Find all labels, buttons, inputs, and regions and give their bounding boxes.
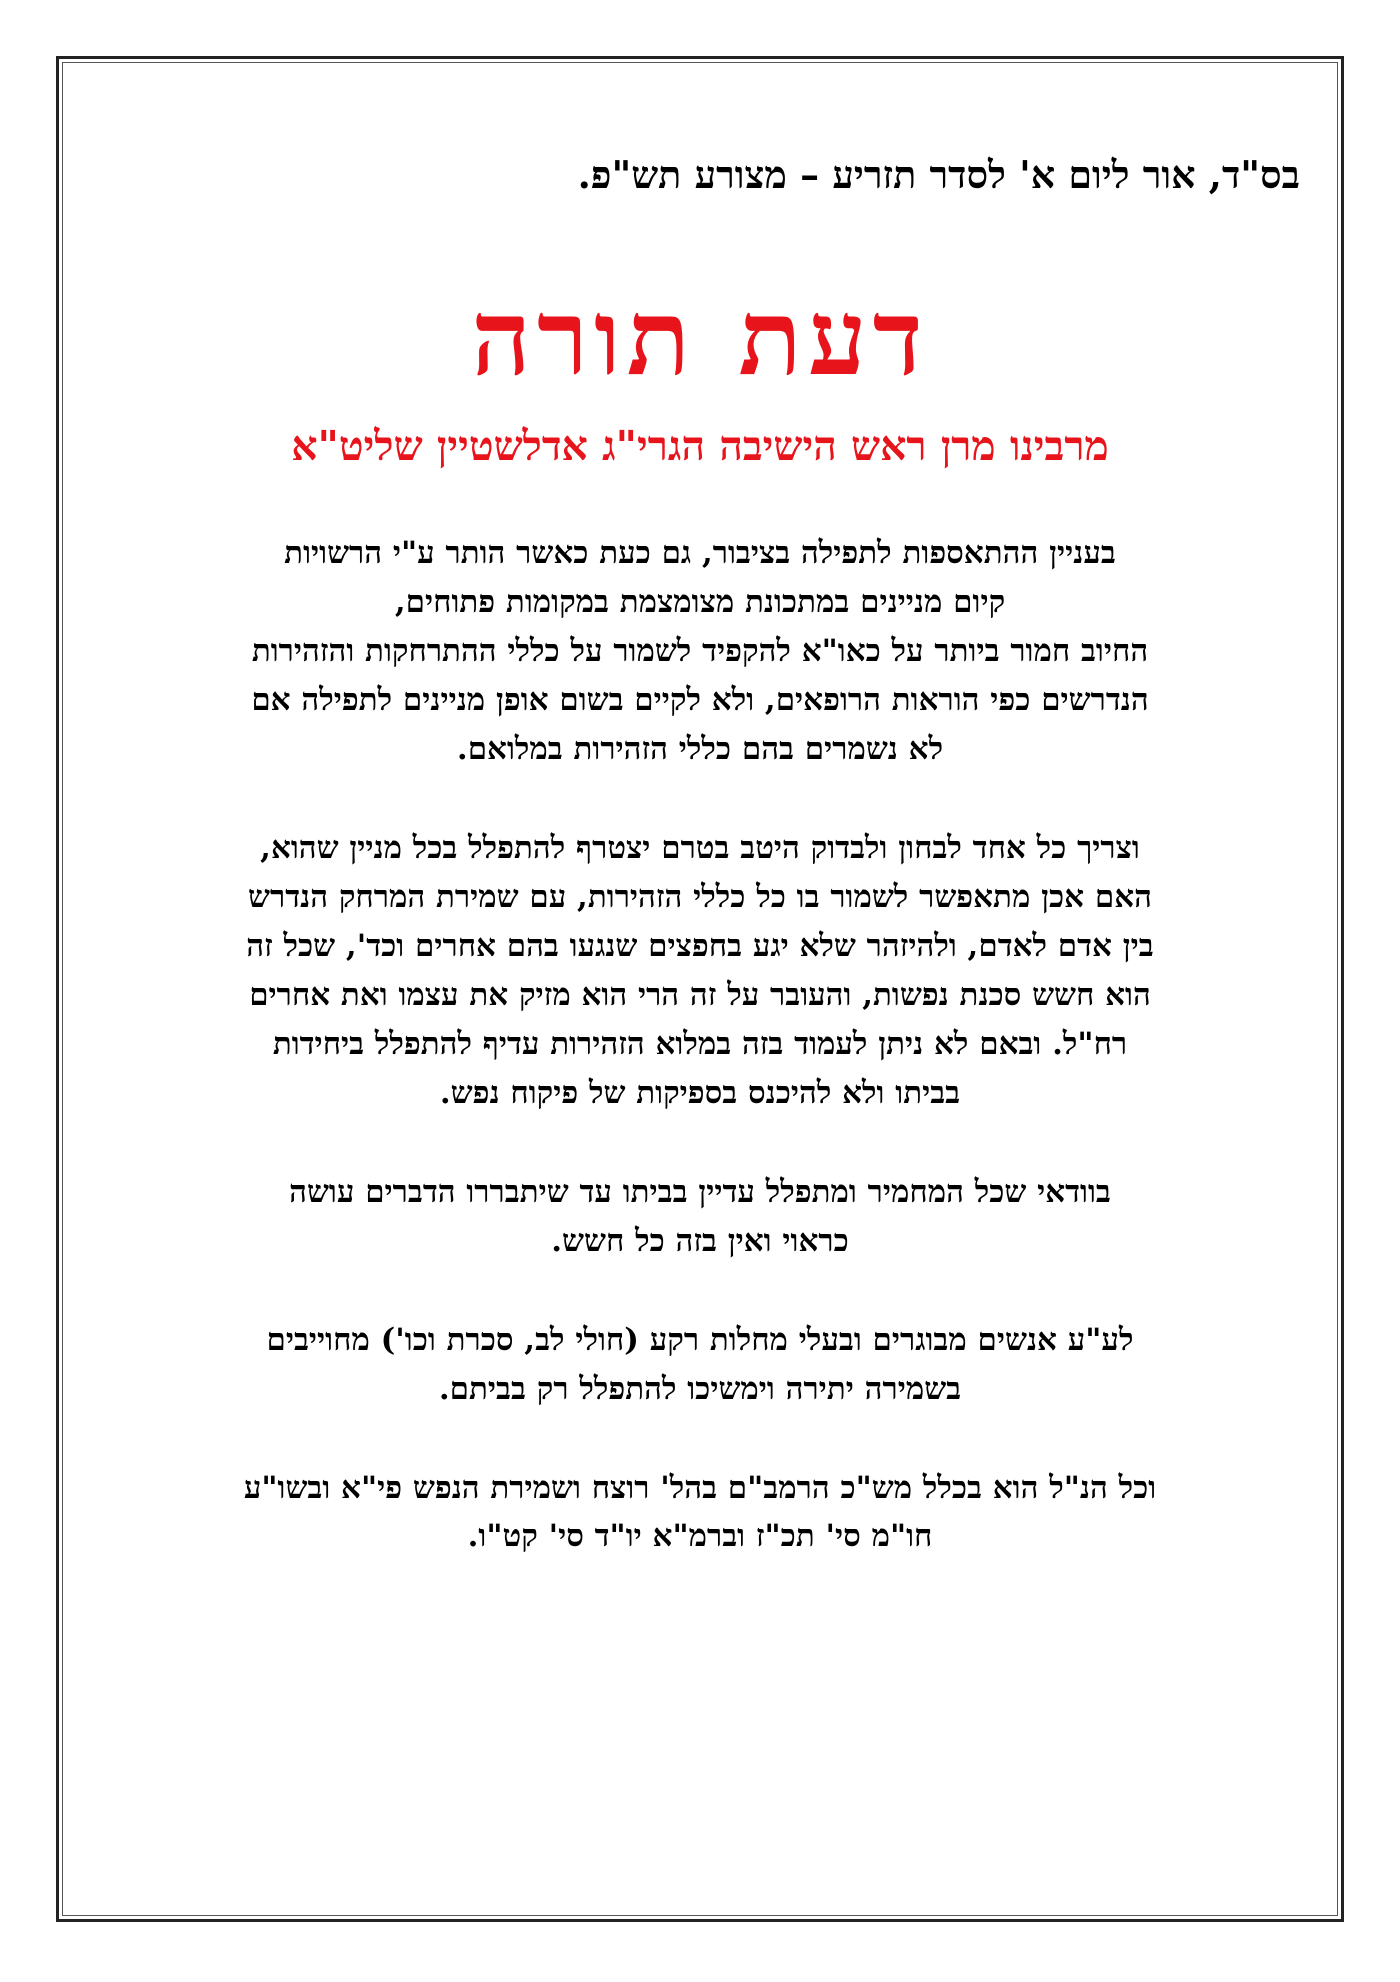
paragraph-stringent-at-home [90,1168,1310,1266]
dateline: בס"ד, אור ליום א' לסדר תזריע – מצורע תש"פ. [577,152,1300,197]
paragraph-line: בעניין ההתאספות לתפילה בציבור, גם כעת כאשר הותר ע"י הרשויות [284,534,1116,571]
paragraph-line: בשמירה יתירה וימשיכו להתפלל רק בביתם. [438,1370,962,1407]
paragraph-sources [90,1464,1310,1562]
paragraph-line: חו"מ סי' תכ"ז וברמ"א יו"ד סי' קט"ו. [467,1518,933,1555]
paragraph-line: בביתו ולא להיכנס בספיקות של פיקוח נפש. [439,1074,961,1111]
paragraph-line: וכל הנ"ל הוא בכלל מש"כ הרמב"ם בהל' רוצח ושמירת הנפש פי"א ובשו"ע [243,1469,1157,1506]
paragraph-line: רח"ל. ובאם לא ניתן לעמוד בזה במלוא הזהירות עדיף להתפלל ביחידות [272,1025,1128,1062]
paragraph-line: וצריך כל אחד לבחון ולבדוק היטב בטרם יצטרף להתפלל בכל מניין שהוא, [260,829,1140,866]
paragraph-line: בין אדם לאדם, ולהיזהר שלא יגע בחפצים שנגעו בהם אחרים וכד', שכל זה [246,927,1154,964]
paragraph-line: קיום מניינים במתכונת מצומצמת במקומות פתוחים, [394,583,1006,620]
paragraph-check-minyan [90,824,1310,1118]
paragraph-line: האם אכן מתאפשר לשמור בו כל כללי הזהירות, עם שמירת המרחק הנדרש [248,878,1152,915]
page-title: דעת תורה [471,276,929,400]
paragraph-line: החיוב חמור ביותר על כאו"א להקפיד לשמור על כללי ההתרחקות והזהירות [251,632,1149,669]
paragraph-line: לע"ע אנשים מבוגרים ובעלי מחלות רקע (חולי לב, סכרת וכו') מחוייבים [266,1321,1134,1358]
paragraph-line: בוודאי שכל המחמיר ומתפלל עדיין בביתו עד שיתבררו הדברים עושה [289,1173,1111,1210]
paragraph-line: הוא חשש סכנת נפשות, והעובר על זה הרי הוא מזיק את עצמו ואת אחרים [249,976,1151,1013]
page-subtitle: מרבינו מרן ראש הישיבה הגרי"ג אדלשטיין שליט"א [291,421,1109,470]
paragraph-line: כראוי ואין בזה כל חשש. [551,1222,849,1259]
body-text [90,529,1310,1561]
paragraph-prayer-gatherings [90,529,1310,774]
paragraph-elderly [90,1316,1310,1414]
document-body [90,150,1310,1611]
paragraph-line: לא נשמרים בהם כללי הזהירות במלואם. [456,730,944,767]
paragraph-line: הנדרשים כפי הוראות הרופאים, ולא לקיים בשום אופן מניינים לתפילה אם [251,681,1149,718]
